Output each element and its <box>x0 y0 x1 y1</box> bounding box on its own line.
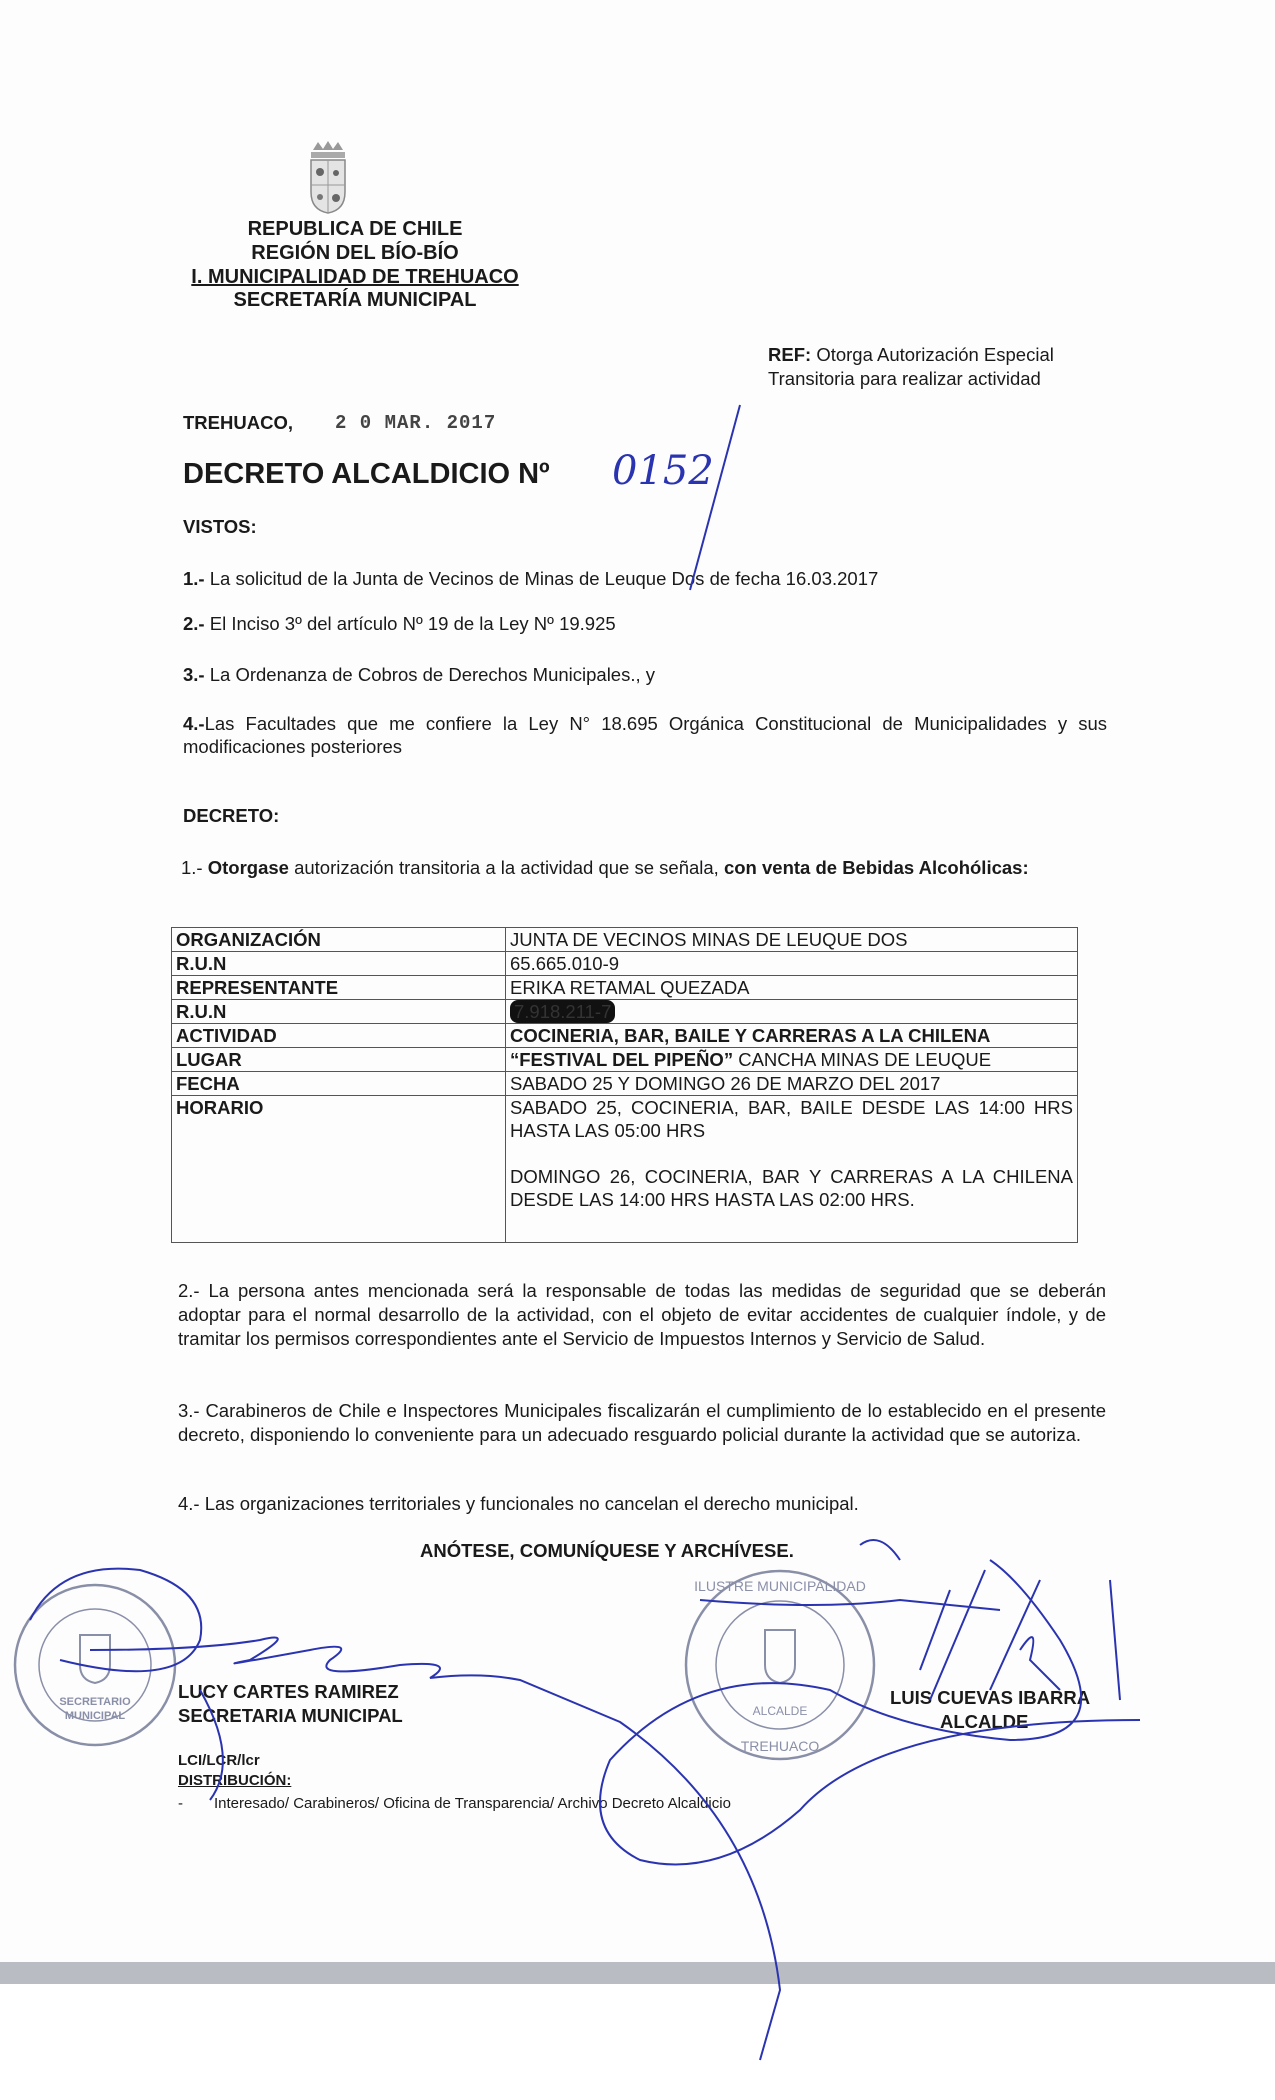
decree-title: DECRETO ALCALDICIO Nº <box>183 458 550 490</box>
row-value: “FESTIVAL DEL PIPEÑO” CANCHA MINAS DE LEUQUE <box>506 1048 1078 1072</box>
decree-number: 0152 <box>612 448 714 494</box>
ref-line2: Transitoria para realizar actividad <box>768 368 1041 389</box>
header-municipality: I. MUNICIPALIDAD DE TREHUACO <box>191 266 519 288</box>
table-row <box>172 928 1078 952</box>
secretary-name: LUCY CARTES RAMIREZ <box>178 1681 399 1702</box>
row-key: REPRESENTANTE <box>172 976 506 1000</box>
table-row <box>172 976 1078 1000</box>
row-value: JUNTA DE VECINOS MINAS DE LEUQUE DOS <box>506 928 1078 952</box>
distribution-list: Interesado/ Carabineros/ Oficina de Transparencia/ Archivo Decreto Alcaldicio <box>214 1795 731 1812</box>
row-key: HORARIO <box>172 1096 506 1243</box>
vistos-item-4: 4.-Las Facultades que me confiere la Ley N° 18.695 Orgánica Constitucional de Municipalidades y sus modificaciones posteriores <box>183 713 1107 757</box>
header-region: REGIÓN DEL BÍO-BÍO <box>251 242 459 264</box>
secretary-seal-stamp <box>10 1580 180 1750</box>
header-secretariat: SECRETARÍA MUNICIPAL <box>233 289 477 311</box>
row-key: R.U.N <box>172 952 506 976</box>
mayor-seal-stamp <box>680 1565 880 1765</box>
activity-table <box>171 927 1078 1243</box>
secretary-title: SECRETARIA MUNICIPAL <box>178 1705 403 1726</box>
row-value: ERIKA RETAMAL QUEZADA <box>506 976 1078 1000</box>
vistos-heading: VISTOS: <box>183 516 257 537</box>
row-value: 65.665.010-9 <box>506 952 1078 976</box>
row-value: SABADO 25 Y DOMINGO 26 DE MARZO DEL 2017 <box>506 1072 1078 1096</box>
decreto-point-4: 4.- Las organizaciones territoriales y funcionales no cancelan el derecho municipal. <box>178 1493 859 1514</box>
row-key: ACTIVIDAD <box>172 1024 506 1048</box>
initials: LCI/LCR/lcr <box>178 1752 260 1769</box>
scanner-edge <box>0 1962 1275 1984</box>
mayor-name: LUIS CUEVAS IBARRA <box>890 1687 1091 1708</box>
row-key: FECHA <box>172 1072 506 1096</box>
coat-of-arms-icon <box>305 140 351 214</box>
distribution-heading: DISTRIBUCIÓN: <box>178 1772 292 1789</box>
place-label: TREHUACO, <box>183 412 293 433</box>
svg-text:TREHUACO: TREHUACO <box>740 1738 820 1754</box>
date-stamp: 2 0 MAR. 2017 <box>335 412 497 434</box>
table-row <box>172 952 1078 976</box>
header-republic: REPUBLICA DE CHILE <box>247 218 463 240</box>
row-key: R.U.N <box>172 1000 506 1024</box>
vistos-item-1: 1.- La solicitud de la Junta de Vecinos de Minas de Leuque Dos de fecha 16.03.2017 <box>183 568 879 589</box>
decreto-point-1: 1.- Otorgase autorización transitoria a la actividad que se señala, con venta de Bebidas Alcohólicas: <box>181 857 1029 878</box>
decreto-heading: DECRETO: <box>183 805 280 826</box>
table-row <box>172 1048 1078 1072</box>
vistos-item-3: 3.- La Ordenanza de Cobros de Derechos Municipales., y <box>183 664 656 685</box>
mayor-title: ALCALDE <box>940 1711 1029 1732</box>
row-value <box>506 1000 1078 1024</box>
row-key: ORGANIZACIÓN <box>172 928 506 952</box>
table-row <box>172 1024 1078 1048</box>
row-value: SABADO 25, COCINERIA, BAR, BAILE DESDE LAS 14:00 HRS HASTA LAS 05:00 HRS DOMINGO 26, COCINERIA, BAR Y CARRERAS A LA CHILENA DESDE LAS 14:00 HRS HASTA LAS 02:00 HRS. <box>506 1096 1078 1243</box>
distribution-bullet: - <box>178 1795 183 1812</box>
svg-text:ILUSTRE MUNICIPALIDAD: ILUSTRE MUNICIPALIDAD <box>694 1578 866 1594</box>
table-row <box>172 1000 1078 1024</box>
svg-text:ALCALDE: ALCALDE <box>752 1704 808 1718</box>
vistos-item-2: 2.- El Inciso 3º del artículo Nº 19 de la Ley Nº 19.925 <box>183 613 616 634</box>
row-key: LUGAR <box>172 1048 506 1072</box>
svg-text:MUNICIPAL: MUNICIPAL <box>64 1710 126 1722</box>
decreto-point-2: 2.- La persona antes mencionada será la responsable de todas las medidas de seguridad que se deberán adoptar para el normal desarrollo de la actividad, con el objeto de evitar accidentes de cualquier índole, y de tramitar los permisos correspondientes ante el Servicio de Impuestos Internos y Servicio de Salud. <box>178 1280 1106 1349</box>
table-row <box>172 1096 1078 1243</box>
closing-formula: ANÓTESE, COMUNÍQUESE Y ARCHÍVESE. <box>420 1540 794 1561</box>
svg-text:SECRETARIO: SECRETARIO <box>59 1696 131 1708</box>
redacted-run: 7.918.211-7 <box>510 1000 615 1023</box>
decreto-point-3: 3.- Carabineros de Chile e Inspectores Municipales fiscalizarán el cumplimiento de lo establecido en el presente decreto, disponiendo lo conveniente para un adecuado resguardo policial durante la actividad que se autoriza. <box>178 1400 1106 1445</box>
row-value: COCINERIA, BAR, BAILE Y CARRERAS A LA CHILENA <box>506 1024 1078 1048</box>
table-row <box>172 1072 1078 1096</box>
ref-line1: REF: Otorga Autorización Especial <box>768 344 1054 365</box>
